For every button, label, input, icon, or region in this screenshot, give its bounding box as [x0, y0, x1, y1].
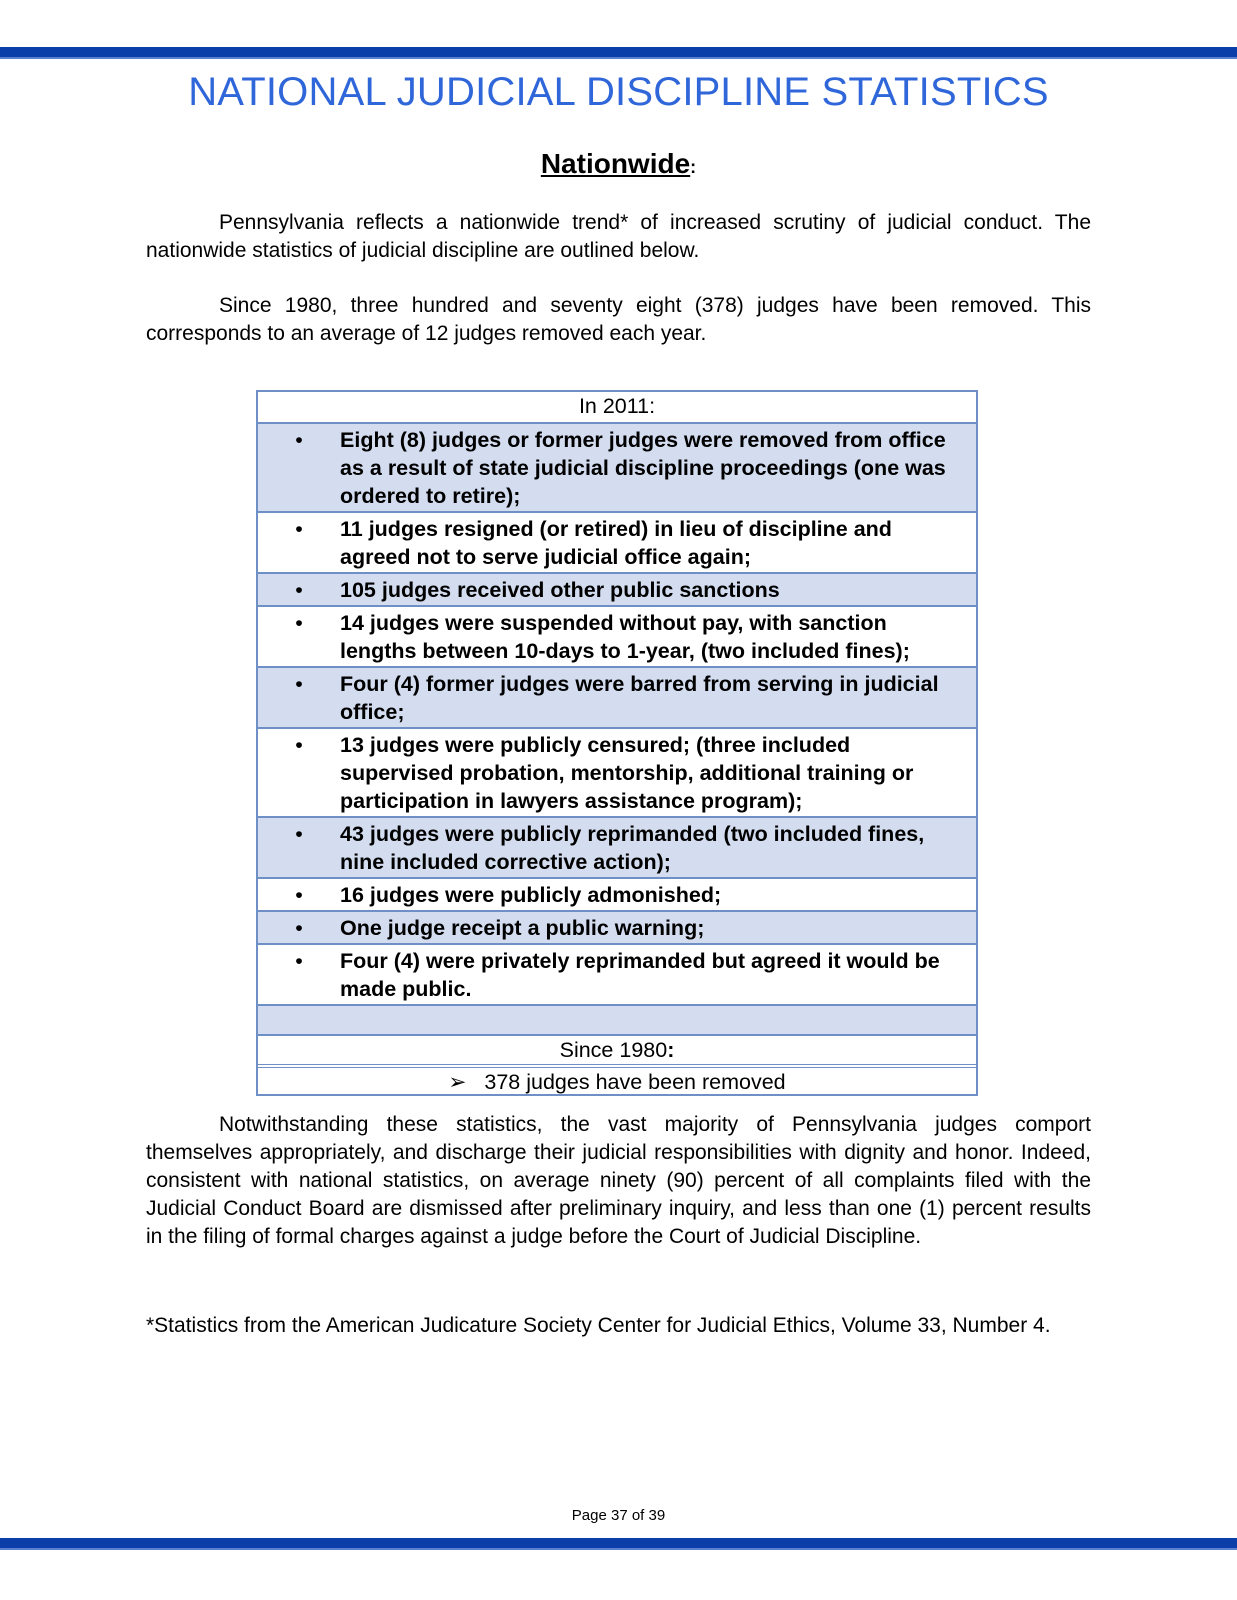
bullet-icon: •	[295, 883, 303, 907]
stats-header-1980-text: Since 1980	[559, 1038, 668, 1062]
bottom-rule	[0, 1538, 1237, 1550]
conclusion-paragraph-text: Notwithstanding these statistics, the vast majority of Pennsylvania judges comport themselves appropriately, and discharge their judicial responsibilities with dignity and honor. Indeed, consistent with national statistics, on average ninety (90) percent of all complaints filed with the Judicial Conduct Board are dismissed after preliminary inquiry, and less than one (1) percent results in the filing of formal charges against a judge before the Court of Judicial Discipline.	[146, 1113, 1091, 1248]
stats-blank-row	[258, 1004, 976, 1034]
bullet-icon: •	[295, 733, 303, 757]
intro-paragraph-text: Pennsylvania reflects a nationwide trend* of increased scrutiny of judicial conduct. The nationwide statistics of judicial discipline are outlined below.	[146, 211, 1091, 262]
bullet-icon: •	[295, 611, 303, 635]
stats-row	[258, 816, 976, 877]
stats-header-1980-colon: :	[667, 1038, 675, 1062]
stats-header-2011: In 2011:	[578, 394, 656, 418]
intro-paragraph	[146, 209, 1091, 265]
bullet-icon: •	[295, 822, 303, 846]
stats-item-text: Eight (8) judges or former judges were removed from office as a result of state judicial discipline proceedings (one was ordered to retire);	[340, 428, 946, 508]
stats-row	[258, 666, 976, 727]
stats-row	[258, 572, 976, 605]
stats-item-text: 16 judges were publicly admonished;	[340, 883, 722, 907]
page-title: NATIONAL JUDICIAL DISCIPLINE STATISTICS	[188, 70, 1049, 114]
bullet-icon: •	[295, 672, 303, 696]
footnote: *Statistics from the American Judicature Society Center for Judicial Ethics, Volume 33, Number 4.	[146, 1314, 1051, 1337]
removal-paragraph	[146, 292, 1091, 348]
stats-row	[258, 422, 976, 511]
bullet-icon: •	[295, 949, 303, 973]
stats-item-text: 14 judges were suspended without pay, with sanction lengths between 10-days to 1-year, (two included fines);	[340, 611, 910, 663]
removal-paragraph-text: Since 1980, three hundred and seventy eight (378) judges have been removed. This corresponds to an average of 12 judges removed each year.	[146, 294, 1091, 345]
stats-row	[258, 727, 976, 816]
stats-row	[258, 943, 976, 1004]
stats-item-text: One judge receipt a public warning;	[340, 916, 705, 940]
bullet-icon: •	[295, 428, 303, 452]
stats-row	[258, 605, 976, 666]
statistics-box	[256, 390, 978, 1096]
stats-item-text: 105 judges received other public sanctions	[340, 578, 780, 602]
stats-item-text: 11 judges resigned (or retired) in lieu of discipline and agreed not to serve judicial office again;	[340, 517, 892, 569]
arrow-bullet-icon: ➢	[448, 1070, 467, 1094]
stats-header-1980	[258, 1034, 976, 1064]
bullet-icon: •	[295, 517, 303, 541]
stats-item-text: 13 judges were publicly censured; (three included supervised probation, mentorship, additional training or participation in lawyers assistance program);	[340, 733, 914, 813]
stats-row	[258, 877, 976, 910]
stats-item-text: Four (4) former judges were barred from serving in judicial office;	[340, 672, 939, 724]
stats-item-text: 43 judges were publicly reprimanded (two included fines, nine included corrective action);	[340, 822, 925, 874]
conclusion-paragraph	[146, 1111, 1091, 1251]
stats-row	[258, 910, 976, 943]
bullet-icon: •	[295, 916, 303, 940]
section-heading-colon: :	[690, 157, 697, 177]
stats-summary-row	[258, 1064, 976, 1094]
stats-summary-text: 378 judges have been removed	[484, 1070, 786, 1094]
bullet-icon: •	[295, 578, 303, 602]
top-rule	[0, 47, 1237, 59]
page-number: Page 37 of 39	[571, 1507, 666, 1524]
section-heading-text: Nationwide	[540, 148, 691, 179]
section-heading	[0, 148, 1237, 180]
stats-row	[258, 511, 976, 572]
stats-item-text: Four (4) were privately reprimanded but agreed it would be made public.	[340, 949, 940, 1001]
